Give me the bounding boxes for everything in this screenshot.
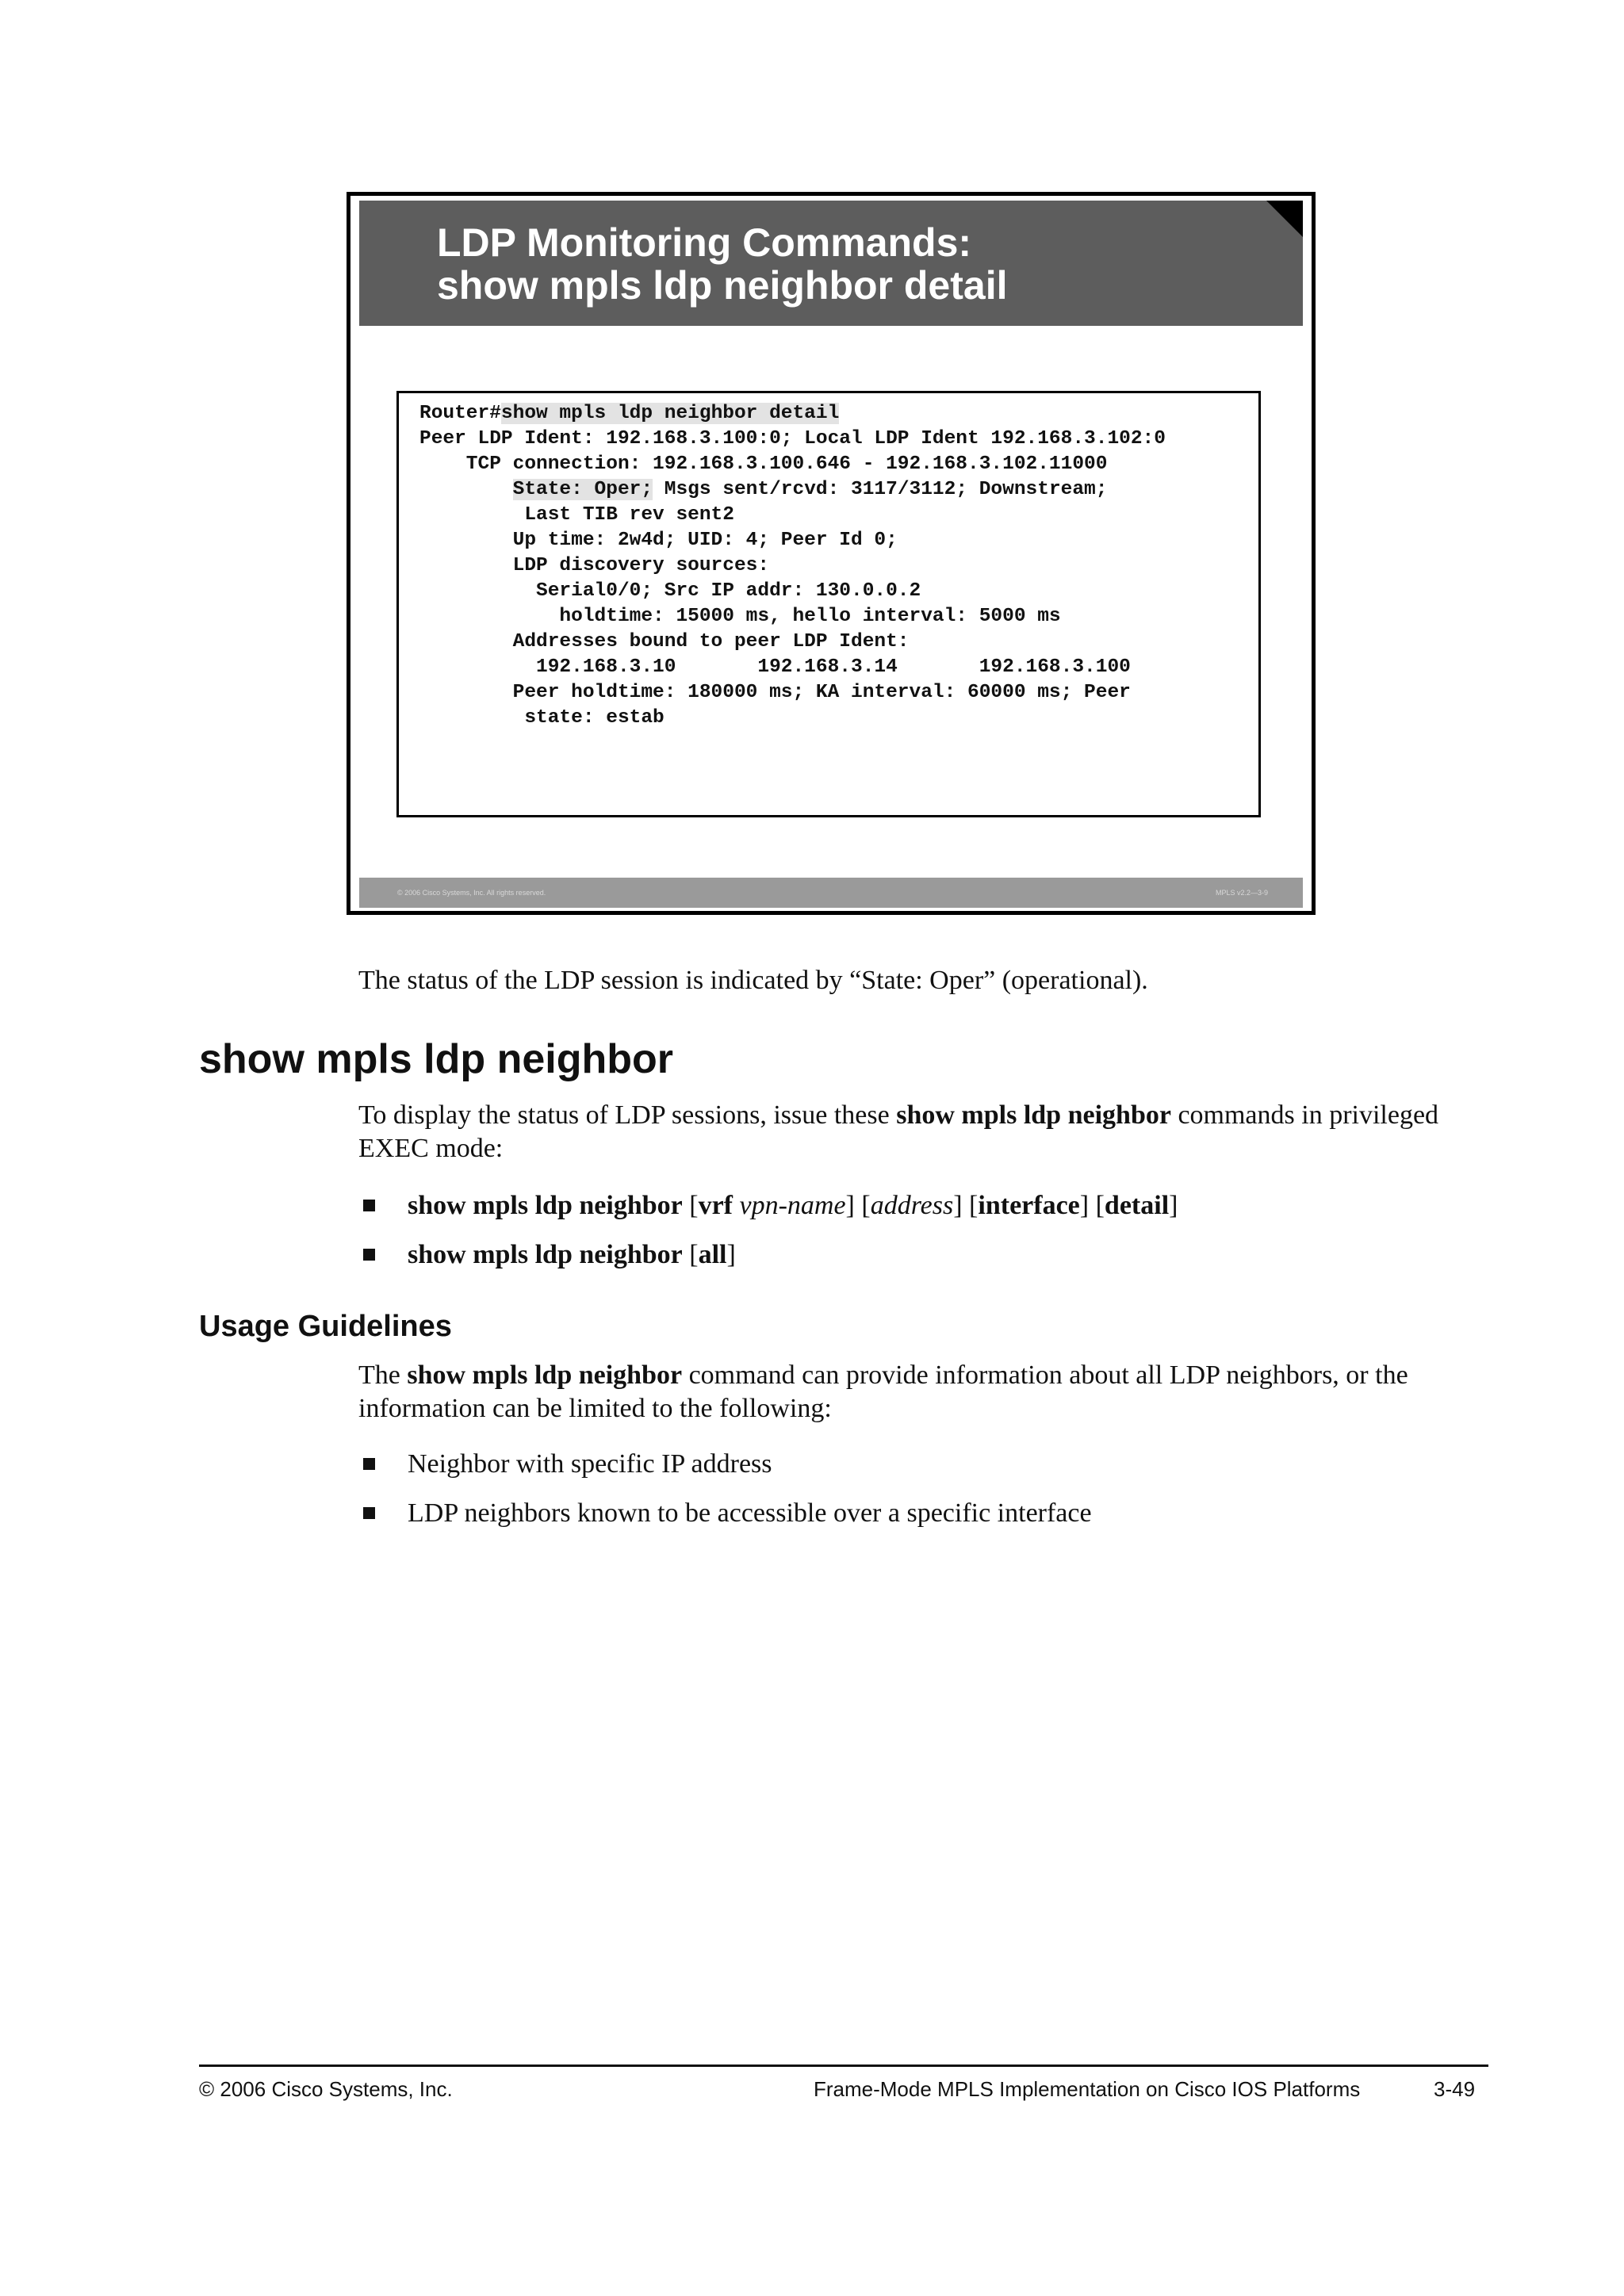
footer-rule (199, 2064, 1488, 2067)
bracket: ] (726, 1240, 736, 1269)
arg-address: address (870, 1191, 954, 1220)
console-line (419, 452, 1166, 477)
bracket: [ (682, 1191, 699, 1220)
intro-command: show mpls ldp neighbor (896, 1100, 1171, 1130)
console-text: TCP connection: 192.168.3.100.646 - 192.168.3.102.11000 (419, 453, 1108, 475)
kw-vrf: vrf (698, 1191, 733, 1220)
syntax-bullet-1-text (408, 1189, 1178, 1223)
console-prompt: Router# (419, 403, 501, 424)
console-output (419, 401, 1166, 731)
console-highlight: State: Oper; (512, 479, 653, 500)
kw-detail: detail (1104, 1191, 1170, 1220)
bracket: ] [ (953, 1191, 979, 1220)
slide-footer-copyright: © 2006 Cisco Systems, Inc. All rights reserved. (397, 889, 546, 897)
bracket: ] [ (1079, 1191, 1105, 1220)
cmd: show mpls ldp neighbor (408, 1240, 683, 1269)
console-output-box (396, 391, 1261, 817)
usage-bullet-2-text: LDP neighbors known to be accessible over a specific interface (408, 1498, 1092, 1528)
console-text: state: estab (419, 707, 665, 729)
usage-command: show mpls ldp neighbor (407, 1360, 683, 1390)
console-line (419, 706, 1166, 731)
intro-text-2: commands in privileged EXEC mode: (358, 1100, 1439, 1163)
bracket: ] (1169, 1191, 1178, 1220)
console-text: Peer LDP Ident: 192.168.3.100:0; Local LDP Ident 192.168.3.102:0 (419, 428, 1166, 450)
console-line (419, 553, 1166, 579)
intro-text-1: To display the status of LDP sessions, issue these (358, 1100, 897, 1130)
console-line (419, 579, 1166, 604)
usage-paragraph (358, 1359, 1484, 1425)
bracket: ] [ (845, 1191, 871, 1220)
figure-caption: The status of the LDP session is indicated by “State: Oper” (operational). (358, 966, 1148, 995)
slide-title-line1: LDP Monitoring Commands: (437, 220, 972, 265)
console-line (419, 655, 1166, 680)
console-text: Peer holdtime: 180000 ms; KA interval: 60000 ms; Peer (419, 682, 1131, 703)
console-text: Up time: 2w4d; UID: 4; Peer Id 0; (419, 530, 898, 551)
console-indent (419, 479, 513, 500)
intro-paragraph (358, 1099, 1484, 1165)
section-heading: show mpls ldp neighbor (199, 1036, 673, 1082)
bullet-square-icon (363, 1249, 375, 1261)
console-text: Serial0/0; Src IP addr: 130.0.0.2 (419, 580, 921, 602)
usage-text-1: The (358, 1360, 408, 1390)
console-line (419, 477, 1166, 503)
slide-title (437, 221, 1007, 307)
console-text: Last TIB rev sent2 (419, 504, 734, 526)
console-text: 192.168.3.10 192.168.3.14 192.168.3.100 (419, 656, 1131, 678)
footer-copyright: © 2006 Cisco Systems, Inc. (199, 2077, 453, 2101)
slide-title-line2: show mpls ldp neighbor detail (437, 263, 1008, 308)
slide-header (359, 201, 1303, 326)
bracket: [ (682, 1240, 699, 1269)
arg-vpn-name: vpn-name (739, 1191, 846, 1220)
kw-all: all (698, 1240, 727, 1269)
usage-text-2: command can provide information about all LDP neighbors, or the information can be limited to the following: (358, 1360, 1408, 1423)
slide-figure (347, 192, 1316, 915)
console-line (419, 401, 1166, 427)
console-command-highlight: show mpls ldp neighbor detail (500, 403, 840, 424)
syntax-bullet-2-text (408, 1238, 736, 1272)
console-text: LDP discovery sources: (419, 555, 770, 576)
usage-bullet-1-text: Neighbor with specific IP address (408, 1449, 772, 1479)
console-line (419, 503, 1166, 528)
console-text: holdtime: 15000 ms, hello interval: 5000 ms (419, 606, 1061, 627)
slide-footer-code: MPLS v2.2—3-9 (1215, 889, 1268, 897)
kw-interface: interface (978, 1191, 1080, 1220)
cmd: show mpls ldp neighbor (408, 1191, 683, 1220)
console-line (419, 629, 1166, 655)
footer-page-number: 3-49 (1434, 2077, 1476, 2101)
bullet-square-icon (363, 1507, 375, 1519)
footer-book-title: Frame-Mode MPLS Implementation on Cisco IOS Platforms (814, 2077, 1361, 2101)
slide-footer (359, 878, 1303, 908)
console-line (419, 528, 1166, 553)
slide-corner-mark (1266, 201, 1303, 237)
bullet-square-icon (363, 1200, 375, 1211)
console-line (419, 427, 1166, 452)
console-line (419, 680, 1166, 706)
console-line (419, 604, 1166, 629)
bullet-square-icon (363, 1458, 375, 1470)
console-text: Addresses bound to peer LDP Ident: (419, 631, 910, 652)
usage-heading: Usage Guidelines (199, 1310, 452, 1343)
console-text: Msgs sent/rcvd: 3117/3112; Downstream; (653, 479, 1108, 500)
